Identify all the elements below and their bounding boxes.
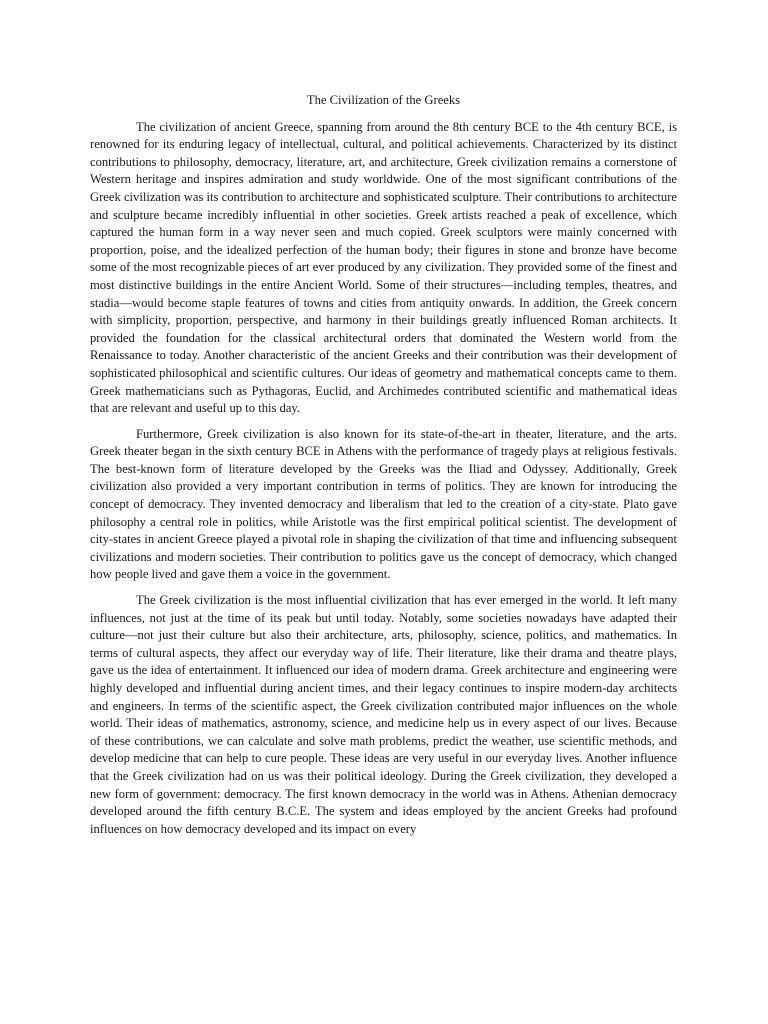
paragraph-1: The civilization of ancient Greece, spanning from around the 8th century BCE to the 4th century BCE, is renowned for its enduring legacy of intellectual, cultural, and political achievements. Characterized by its distinct contributions to philosophy, democracy, literature, art, and architecture, Greek civilization remains a cornerstone of Western heritage and inspires admiration and study worldwide. One of the most significant contributions of the Greek civilization was its contribution to architecture and sophisticated sculpture. Their contributions to architecture and sculpture became incredibly influential in other societies. Greek artists reached a peak of excellence, which captured the human form in a way never seen and much copied. Greek sculptors were mainly concerned with proportion, poise, and the idealized perfection of the human body; their figures in stone and bronze have become some of the most recognizable pieces of art ever produced by any civilization. They provided some of the finest and most distinctive buildings in the entire Ancient World. Some of their structures—including temples, theatres, and stadia—would become staple features of towns and cities from antiquity onwards. In addition, the Greek concern with simplicity, proportion, perspective, and harmony in their buildings greatly influenced Roman architects. It provided the foundation for the classical architectural orders that dominated the Western world from the Renaissance to today. Another characteristic of the ancient Greeks and their contribution was their development of sophisticated philosophical and scientific cultures. Our ideas of geometry and mathematical concepts came to them. Greek mathematicians such as Pythagoras, Euclid, and Archimedes contributed scientific and mathematical ideas that are relevant and useful up to this day. — [90, 119, 677, 416]
document-title: The Civilization of the Greeks — [306, 93, 461, 107]
paragraph-3: The Greek civilization is the most influential civilization that has ever emerged in the world. It left many influences, not just at the time of its peak but until today. Notably, some societies nowadays have adapted their culture—not just their culture but also their architecture, arts, philosophy, science, politics, and mathematics. In terms of cultural aspects, they affect our everyday way of life. Their literature, like their drama and theatre plays, gave us the idea of entertainment. It influenced our idea of modern drama. Greek architecture and engineering were highly developed and influential during ancient times, and their legacy continues to inspire modern-day architects and engineers. In terms of the scientific aspect, the Greek civilization contributed major influences on the whole world. Their ideas of mathematics, astronomy, science, and medicine help us in every aspect of our lives. Because of these contributions, we can calculate and solve math problems, predict the weather, use scientific methods, and develop medicine that can help to cure people. These ideas are very useful in our everyday lives. Another influence that the Greek civilization had on us was their political ideology. During the Greek civilization, they developed a new form of government: democracy. The first known democracy in the world was in Athens. Athenian democracy developed around the fifth century B.C.E. The system and ideas employed by the ancient Greeks had profound influences on how democracy developed and its impact on every — [90, 593, 677, 836]
document-page — [90, 92, 677, 846]
paragraph-2: Furthermore, Greek civilization is also known for its state-of-the-art in theater, literature, and the arts. Greek theater began in the sixth century BCE in Athens with the performance of tragedy plays at religious festivals. The best-known form of literature developed by the Greeks was the Iliad and Odyssey. Additionally, Greek civilization also provided a very important contribution in terms of politics. They are known for introducing the concept of democracy. They invented democracy and liberalism that led to the creation of a city-state. Plato gave philosophy a central role in politics, while Aristotle was the first empirical political scientist. The development of city-states in ancient Greece played a pivotal role in shaping the civilization of that time and influencing subsequent civilizations and modern societies. Their contribution to politics gave us the concept of democracy, which changed how people lived and gave them a voice in the government. — [90, 426, 677, 582]
